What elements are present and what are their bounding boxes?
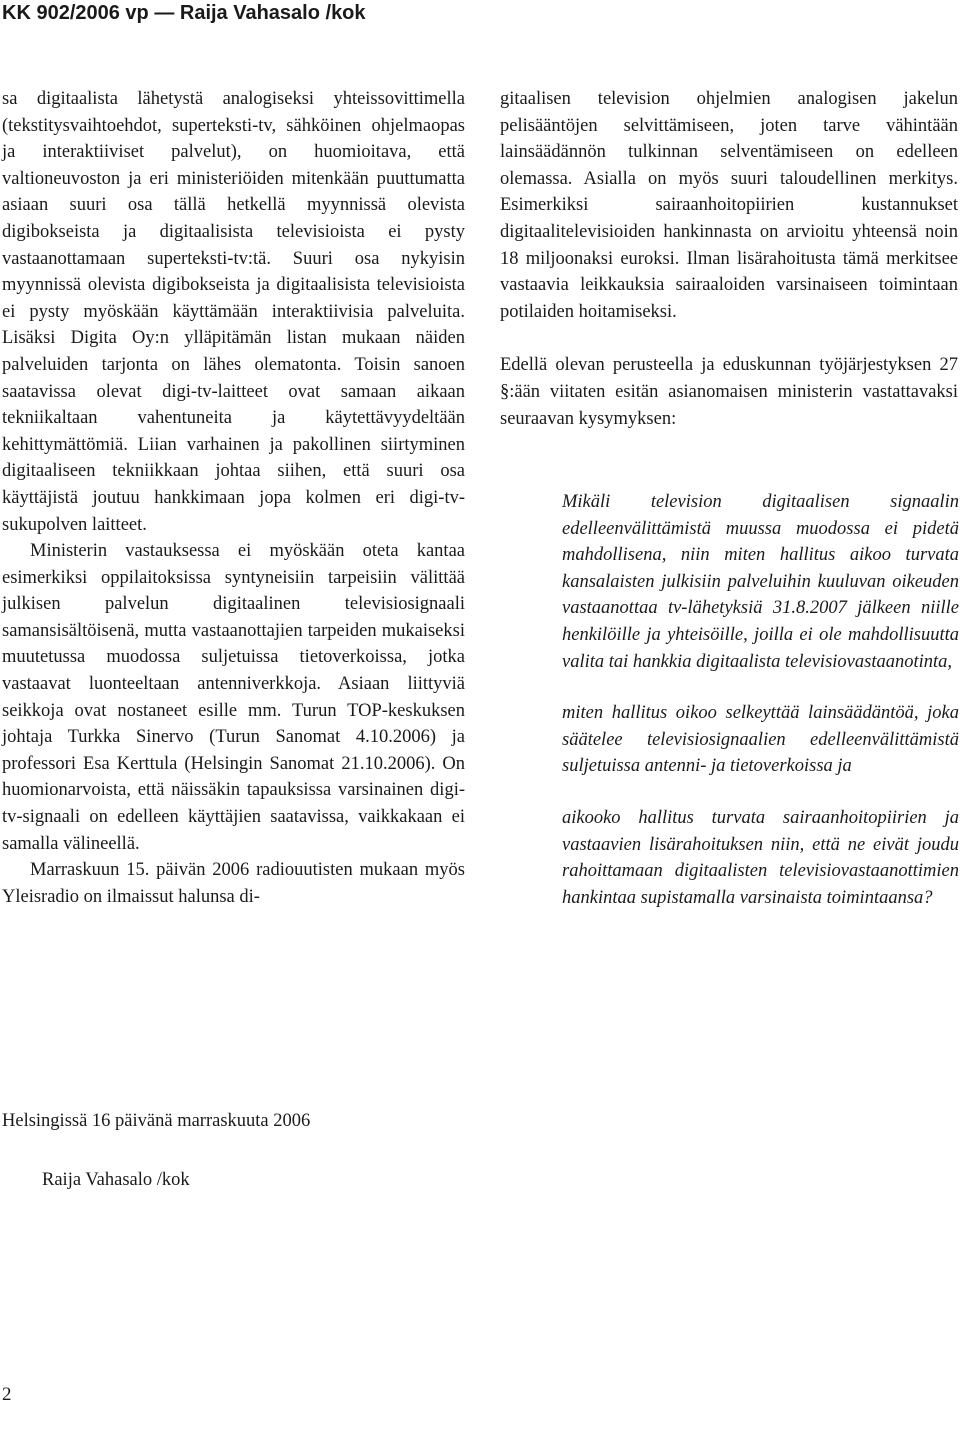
question-item: aikooko hallitus turvata sairaanhoitopiirien ja vastaavien lisärahoituksen niin, että ne eivät joudu rahoittamaan digitaalisten televisiovastaanottimien hankintaa supistamalla varsinaista toimintaansa? (562, 807, 959, 908)
left-column (2, 86, 465, 910)
body-paragraph: sa digitaalista lähetystä analogiseksi yhteissovittimella (tekstitysvaihtoehdot, superteksti-tv, sähköinen ohjelmaopas ja interaktiiviset palvelut), on huomioitava, että valtioneuvoston ja eri ministeriöiden mitenkään puuttumatta asiaan suuri osa tällä hetkellä myynnissä olevista digibokseista ja digitaalisista televisioista ei pysty vastaanottamaan superteksti-tv:tä. Suuri osa nykyisin myynnissä olevista digibokseista ja digitaalisista televisioista ei pysty myöskään käyttämään interaktiivisia palveluita. Lisäksi Digita Oy:n ylläpitämän listan mukaan näiden palveluiden tarjonta on lähes olematonta. Toisin sanoen saatavissa olevat digi-tv-laitteet ovat samaan aikaan tekniikaltaan vahentuneita ja käytettävyydeltään kehittymättömiä. Liian varhainen ja pakollinen siirtyminen digitaaliseen tekniikkaan johtaa siihen, että suuri osa käyttäjistä joutuu hankkimaan jopa kolmen eri digi-tv-sukupolven laitteet. (2, 89, 465, 535)
page-number: 2 (2, 1384, 12, 1405)
signatory-name: Raija Vahasalo /kok (42, 1170, 190, 1190)
question-item: Mikäli television digitaalisen signaalin edelleenvälittämistä muussa muodossa ei pidetä mahdollisena, niin miten hallitus aikoo turvata kansalaisten julkisiin palveluihin kuuluvan oikeuden vastaanottaa tv-lähetyksiä 31.8.2007 jälkeen niille henkilöille ja yhteisöille, joilla ei ole mahdollisuutta valita tai hankkia digitaalista televisiovastaanotinta, (562, 492, 959, 672)
running-header: KK 902/2006 vp — Raija Vahasalo /kok (2, 2, 366, 24)
right-column (500, 86, 958, 432)
body-paragraph: gitaalisen television ohjelmien analogisen jakelun pelisääntöjen selvittämiseen, joten tarve vähintään lainsäädännön tulkinnan selventämiseen on edelleen olemassa. Asialla on myös suuri taloudellinen merkitys. Esimerkiksi sairaanhoitopiirien kustannukset digitaalitelevisioiden hankinnasta on arvioitu yhteensä noin 18 miljoonaksi euroksi. Ilman lisärahoitusta tämä merkitsee vastaavia leikkauksia sairaaloiden varsinaiseen toimintaan potilaiden hoitamiseksi. (500, 89, 958, 322)
body-paragraph: Marraskuun 15. päivän 2006 radiouutisten mukaan myös Yleisradio on ilmaissut halunsa di- (2, 860, 465, 907)
body-paragraph: Edellä olevan perusteella ja eduskunnan työjärjestyksen 27 §:ään viitaten esitän asianomaisen ministerin vastattavaksi seuraavan kysymyksen: (500, 355, 958, 429)
signing-place-date: Helsingissä 16 päivänä marraskuuta 2006 (2, 1111, 311, 1131)
question-list (562, 489, 959, 911)
question-item: miten hallitus oikoo selkeyttää lainsäädäntöä, joka säätelee televisiosignaalien edelleenvälittämistä suljetuissa antenni- ja tietoverkoissa ja (562, 703, 959, 777)
body-paragraph: Ministerin vastauksessa ei myöskään oteta kantaa esimerkiksi oppilaitoksissa syntyneisiin tarpeisiin välittää julkisen palvelun digitaalinen televisiosignaali samansisältöisenä, mutta vastaanottajien tarpeiden mukaiseksi muutetussa muodossa suljetuissa tietoverkoissa, jotka vastaavat luonteeltaan antenniverkkoja. Asiaan liittyviä seikkoja ovat nostaneet esille mm. Turun TOP-keskuksen johtaja Turkka Sinervo (Turun Sanomat 4.10.2006) ja professori Esa Kerttula (Helsingin Sanomat 21.10.2006). On huomionarvoista, että näissäkin tapauksissa varsinainen digi-tv-signaali on edelleen käyttäjien saatavissa, vaikkakaan ei samalla välineellä. (2, 541, 465, 854)
